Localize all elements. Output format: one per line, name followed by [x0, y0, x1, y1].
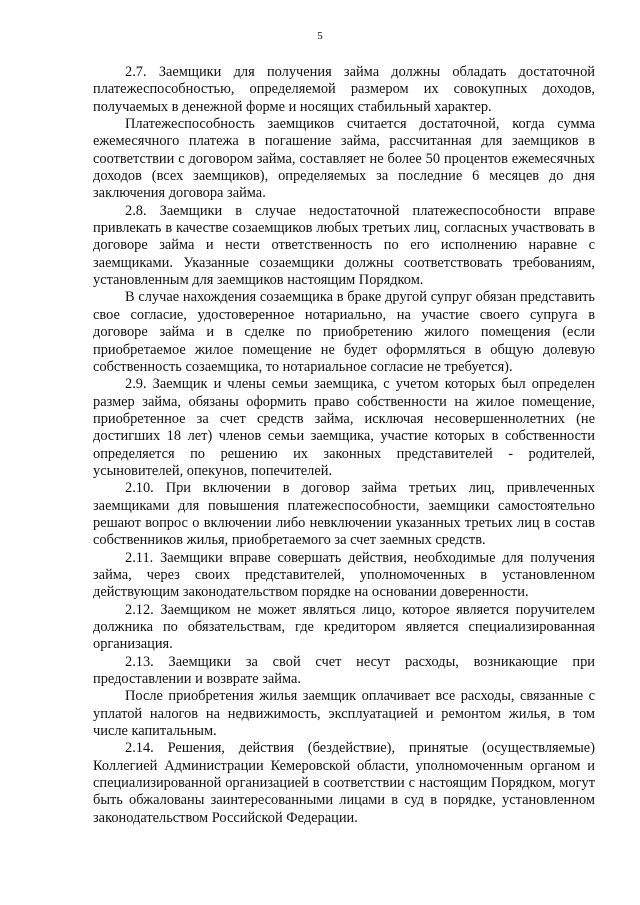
paragraph-expenses: После приобретения жилья заемщик оплачивает все расходы, связанные с уплатой налогов на недвижимость, эксплуатацией и ремонтом жилья, в том числе капитальным. — [93, 688, 595, 740]
paragraph-spouse-consent: В случае нахождения созаемщика в браке другой супруг обязан представить свое согласие, удостоверенное нотариально, на участие своего супруга в договоре займа и в сделке по приобретению жилого помещения (если приобретаемое жилое помещение не будет оформляться в общую долевую собственность созаемщика, то нотариальное согласие не требуется). — [93, 289, 595, 375]
paragraph-2-13: 2.13. Заемщики за свой счет несут расходы, возникающие при предоставлении и возврате займа. — [93, 653, 595, 688]
paragraph-solvency: Платежеспособность заемщиков считается достаточной, когда сумма ежемесячного платежа в погашение займа, рассчитанная для заемщиков в соответствии с договором займа, составляет не более 50 процентов ежемесячных доходов (всех заемщиков), определяемых за последние 6 месяцев до дня заключения договора займа. — [93, 116, 595, 202]
paragraph-2-14: 2.14. Решения, действия (бездействие), принятые (осуществляемые) Коллегией Администрации Кемеровской области, уполномоченным органом и специализированной организацией в соответствии с настоящим Порядком, могут быть обжалованы заинтересованными лицами в суд в порядке, установленном законодательством Российской Федерации. — [93, 740, 595, 826]
page-number: 5 — [317, 30, 323, 42]
document-body — [93, 64, 595, 827]
paragraph-2-11: 2.11. Заемщики вправе совершать действия, необходимые для получения займа, через своих представителей, уполномоченных в установленном действующим законодательством порядке на основании доверенности. — [93, 549, 595, 601]
paragraph-2-9: 2.9. Заемщик и члены семьи заемщика, с учетом которых был определен размер займа, обязаны оформить право собственности на жилое помещение, приобретенное за счет средств займа, исключая несовершеннолетних (не достигших 18 лет) членов семьи заемщика, участие которых в собственности определяется по решению их законных представителей - родителей, усыновителей, опекунов, попечителей. — [93, 376, 595, 479]
paragraph-2-7: 2.7. Заемщики для получения займа должны обладать достаточной платежеспособностью, определяемой размером их совокупных доходов, получаемых в денежной форме и носящих стабильный характер. — [93, 64, 595, 115]
paragraph-2-12: 2.12. Заемщиком не может являться лицо, которое является поручителем должника по обязательствам, где кредитором является специализированная организация. — [93, 601, 595, 653]
paragraph-2-10: 2.10. При включении в договор займа третьих лиц, привлеченных заемщиками для повышения платежеспособности, заемщики самостоятельно решают вопрос о включении либо невключении указанных третьих лиц в состав собственников жилья, приобретаемого за счет заемных средств. — [93, 480, 595, 549]
paragraph-2-8: 2.8. Заемщики в случае недостаточной платежеспособности вправе привлекать в качестве созаемщиков любых третьих лиц, согласных участвовать в договоре займа и нести ответственность по его исполнению наравне с заемщиками. Указанные созаемщики должны соответствовать требованиям, установленным для заемщиков настоящим Порядком. — [93, 202, 595, 289]
